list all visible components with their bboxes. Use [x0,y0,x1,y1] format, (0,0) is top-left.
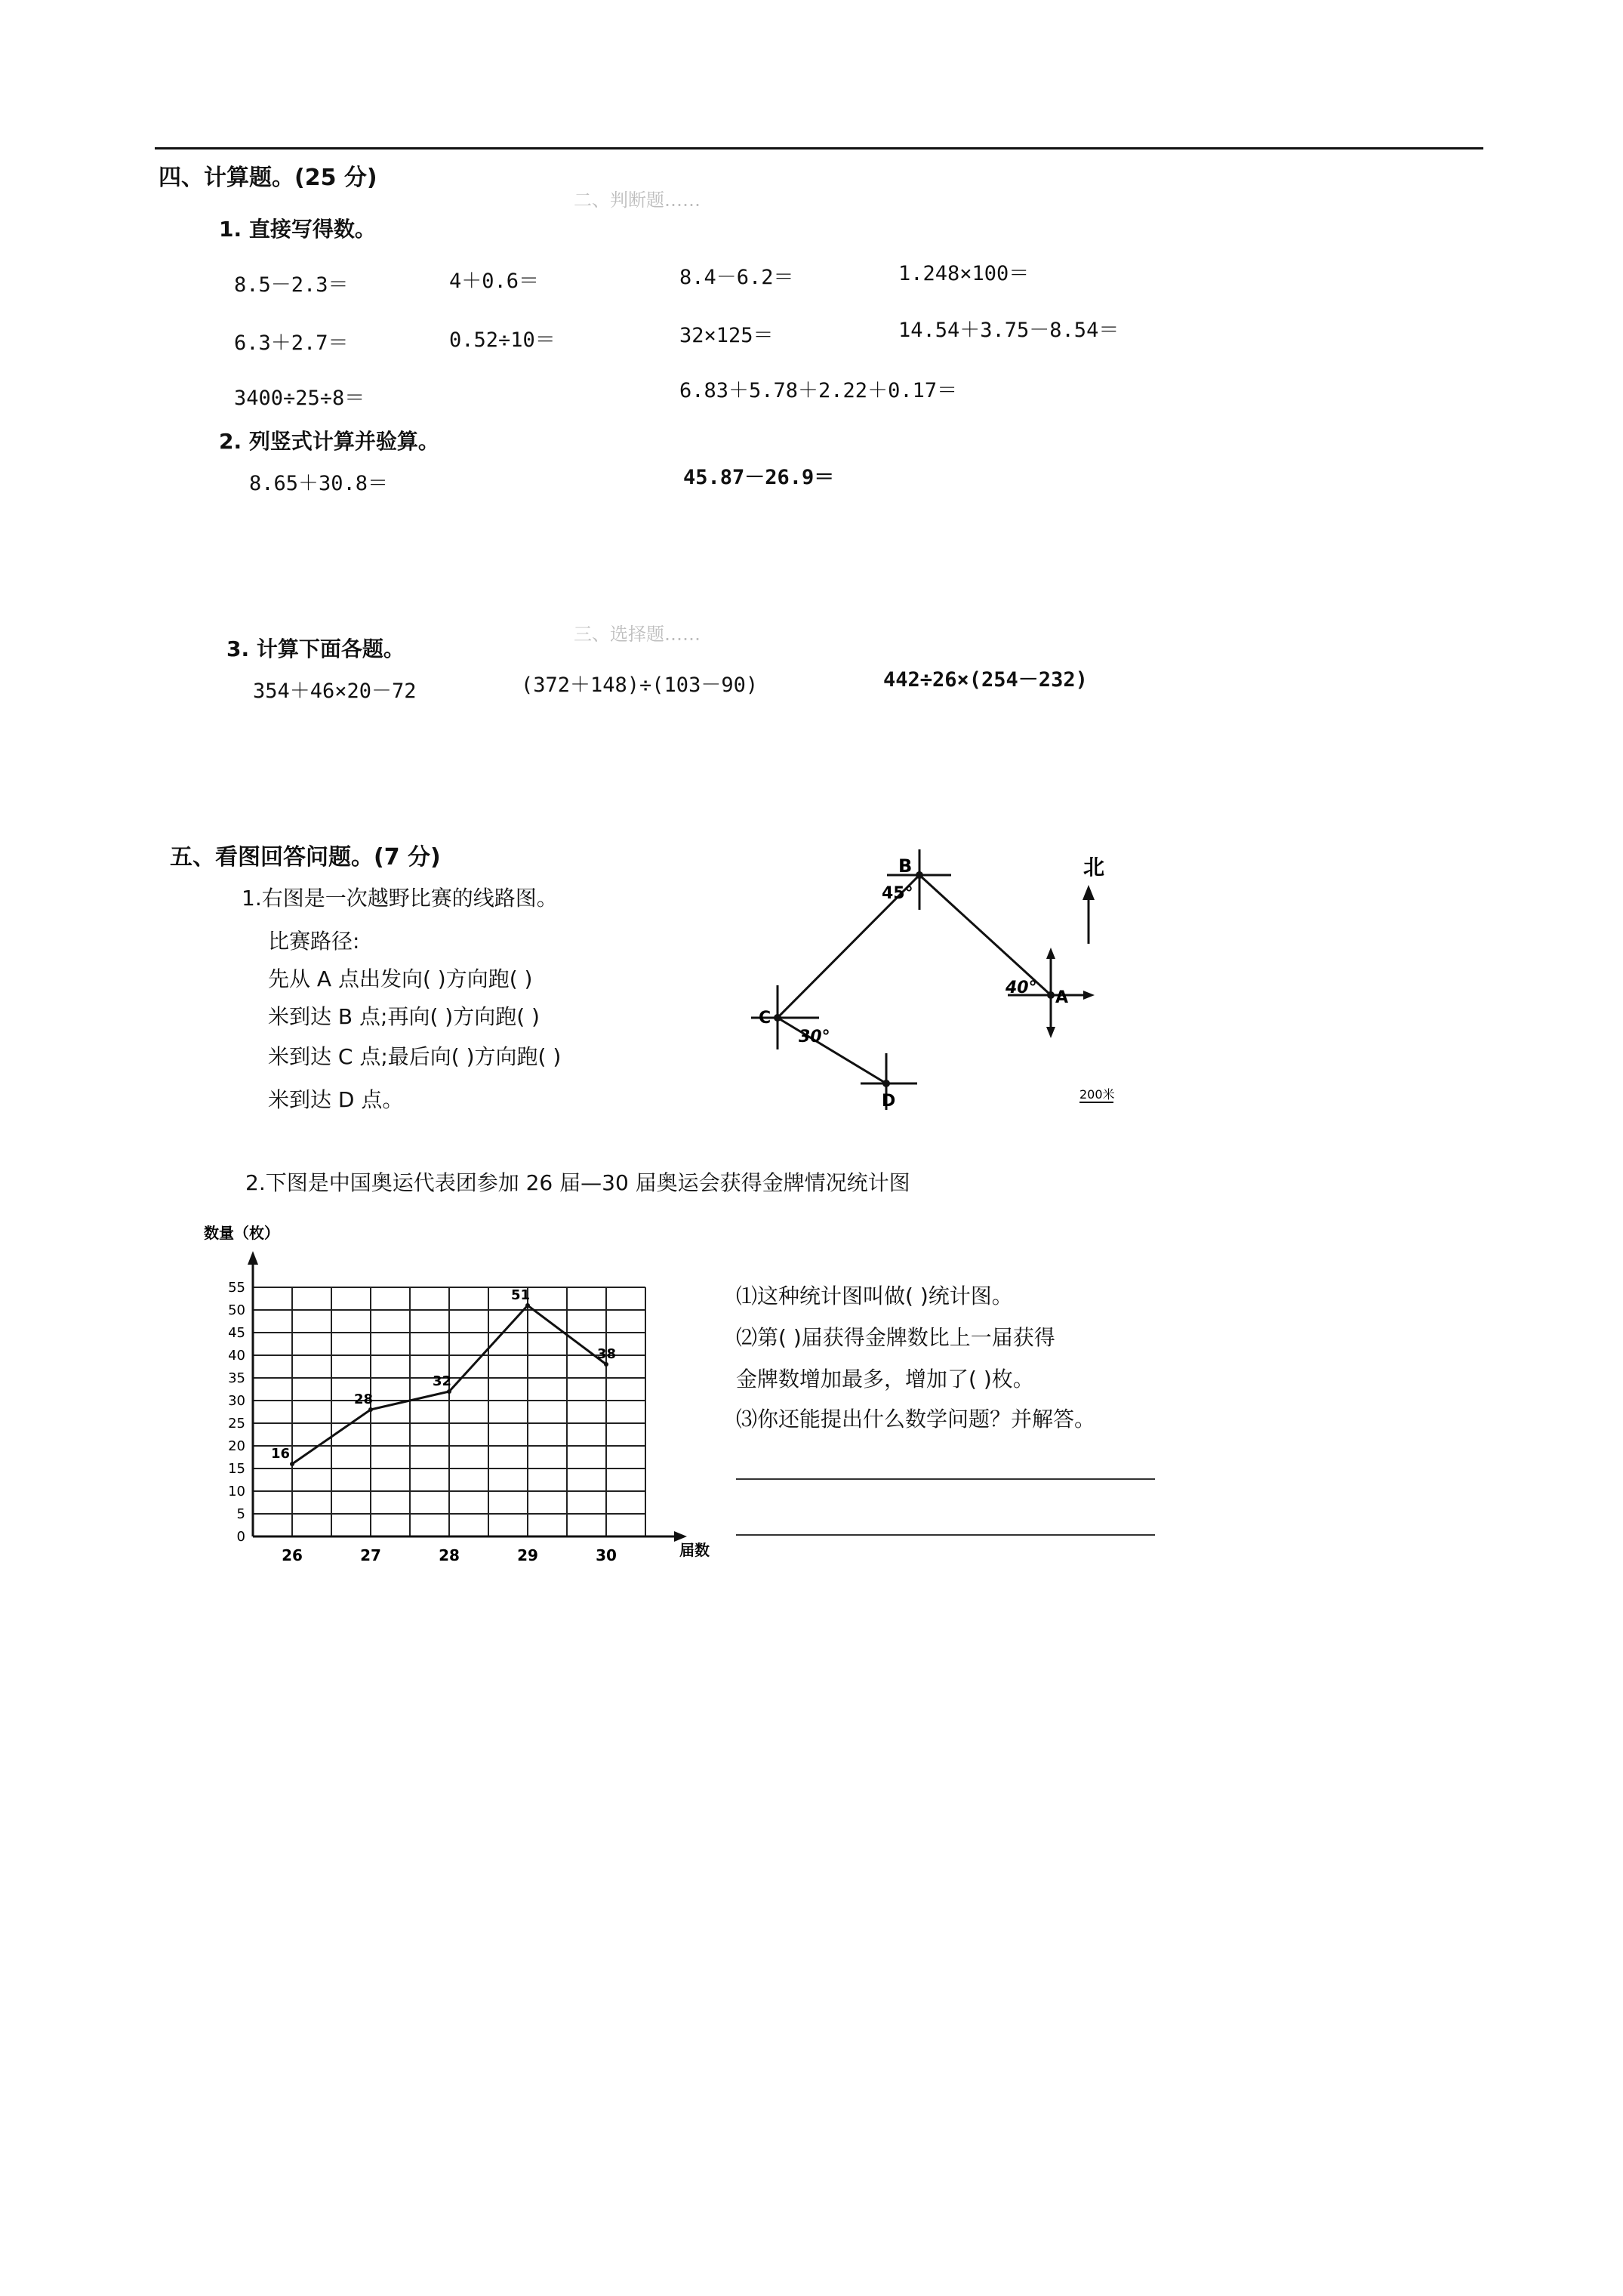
route-line: 比赛路径: [268,929,360,954]
calc-item: 0.52÷10＝ [449,328,556,352]
label-a: A [1055,988,1069,1007]
expression-item: (372＋148)÷(103－90) [521,673,759,697]
y-tick-label: 40 [228,1348,245,1364]
y-tick-label: 0 [236,1529,245,1545]
x-tick-label: 30 [596,1546,617,1564]
route-line: 先从 A 点出发向( )方向跑( ) [268,966,533,991]
data-point [290,1462,294,1466]
vertical-calc-item: 45.87－26.9＝ [683,466,835,489]
y-tick-label: 55 [228,1280,245,1296]
top-rule [155,147,1483,149]
route-line: 米到达 C 点;最后向( )方向跑( ) [268,1044,562,1069]
s5-q1-title: 1.右图是一次越野比赛的线路图。 [242,886,558,911]
point-a [1047,991,1055,999]
data-label: 51 [511,1287,531,1303]
data-point [525,1303,530,1308]
calc-item: 1.248×100＝ [898,262,1030,285]
y-tick-label: 20 [228,1438,245,1454]
section5-title: 五、看图回答问题。(7 分) [170,844,441,871]
angle-a: 40° [1006,978,1037,997]
answer-line [736,1478,1155,1480]
gold-medal-line-chart [196,1216,740,1570]
data-point [604,1362,608,1367]
angle-c: 30° [799,1028,830,1046]
label-c: C [759,1009,771,1028]
label-d: D [882,1092,896,1111]
q1-title: 1. 直接写得数。 [219,217,376,242]
calc-item: 3400÷25÷8＝ [234,387,365,410]
y-tick-label: 45 [228,1325,245,1341]
y-tick-label: 30 [228,1393,245,1409]
calc-item: 32×125＝ [679,324,774,347]
calc-item: 8.5－2.3＝ [234,273,349,297]
point-c [774,1014,781,1022]
data-label: 38 [597,1346,617,1362]
angle-b: 45° [882,884,913,903]
chart-question: ⑵第( )届获得金牌数比上一届获得 [736,1325,1055,1350]
data-point [447,1389,451,1394]
chart-question: ⑴这种统计图叫做( )统计图。 [736,1284,1013,1308]
expression-item: 354＋46×20－72 [253,680,417,703]
y-axis-arrow [248,1251,258,1265]
y-axis-label: 数量（枚） [204,1224,279,1242]
ghost-text-1: 二、判断题…… [574,190,701,211]
y-tick-label: 50 [228,1302,245,1318]
point-d [882,1080,890,1087]
calc-item: 6.83＋5.78＋2.22＋0.17＝ [679,379,958,402]
route-map [747,838,1140,1117]
route-line: 米到达 D 点。 [268,1087,404,1112]
y-tick-label: 15 [228,1461,245,1477]
label-b: B [898,855,913,877]
scale-label: 200米 [1079,1087,1115,1102]
point-b [916,871,923,879]
y-tick-label: 5 [236,1506,245,1522]
calc-item: 6.3＋2.7＝ [234,331,349,355]
answer-line [736,1534,1155,1536]
x-tick-label: 27 [360,1546,381,1564]
route-line: 米到达 B 点;再向( )方向跑( ) [268,1004,540,1029]
data-label: 16 [271,1446,291,1462]
q2-title: 2. 列竖式计算并验算。 [219,429,439,454]
data-label: 32 [433,1373,452,1389]
vertical-calc-item: 8.65＋30.8＝ [249,472,389,495]
data-point [368,1407,373,1412]
y-tick-label: 35 [228,1370,245,1386]
x-tick-label: 28 [439,1546,460,1564]
y-tick-label: 10 [228,1484,245,1499]
x-tick-label: 29 [517,1546,538,1564]
y-tick-label: 25 [228,1416,245,1432]
expression-item: 442÷26×(254－232) [883,668,1088,692]
ghost-text-2: 三、选择题…… [574,624,701,645]
s5-q2-title: 2.下图是中国奥运代表团参加 26 届—30 届奥运会获得金牌情况统计图 [245,1170,910,1195]
data-label: 28 [354,1391,374,1407]
q3-title: 3. 计算下面各题。 [226,636,405,661]
chart-question: 金牌数增加最多，增加了( )枚。 [736,1367,1034,1391]
north-label: 北 [1083,855,1105,880]
section4-title: 四、计算题。(25 分) [159,165,377,191]
x-axis-arrow [674,1531,687,1542]
calc-item: 8.4－6.2＝ [679,266,794,289]
x-tick-label: 26 [282,1546,303,1564]
calc-item: 14.54＋3.75－8.54＝ [898,319,1119,342]
x-axis-label: 届数 [679,1541,710,1559]
calc-item: 4＋0.6＝ [449,270,540,293]
chart-question: ⑶你还能提出什么数学问题？并解答。 [736,1407,1096,1432]
